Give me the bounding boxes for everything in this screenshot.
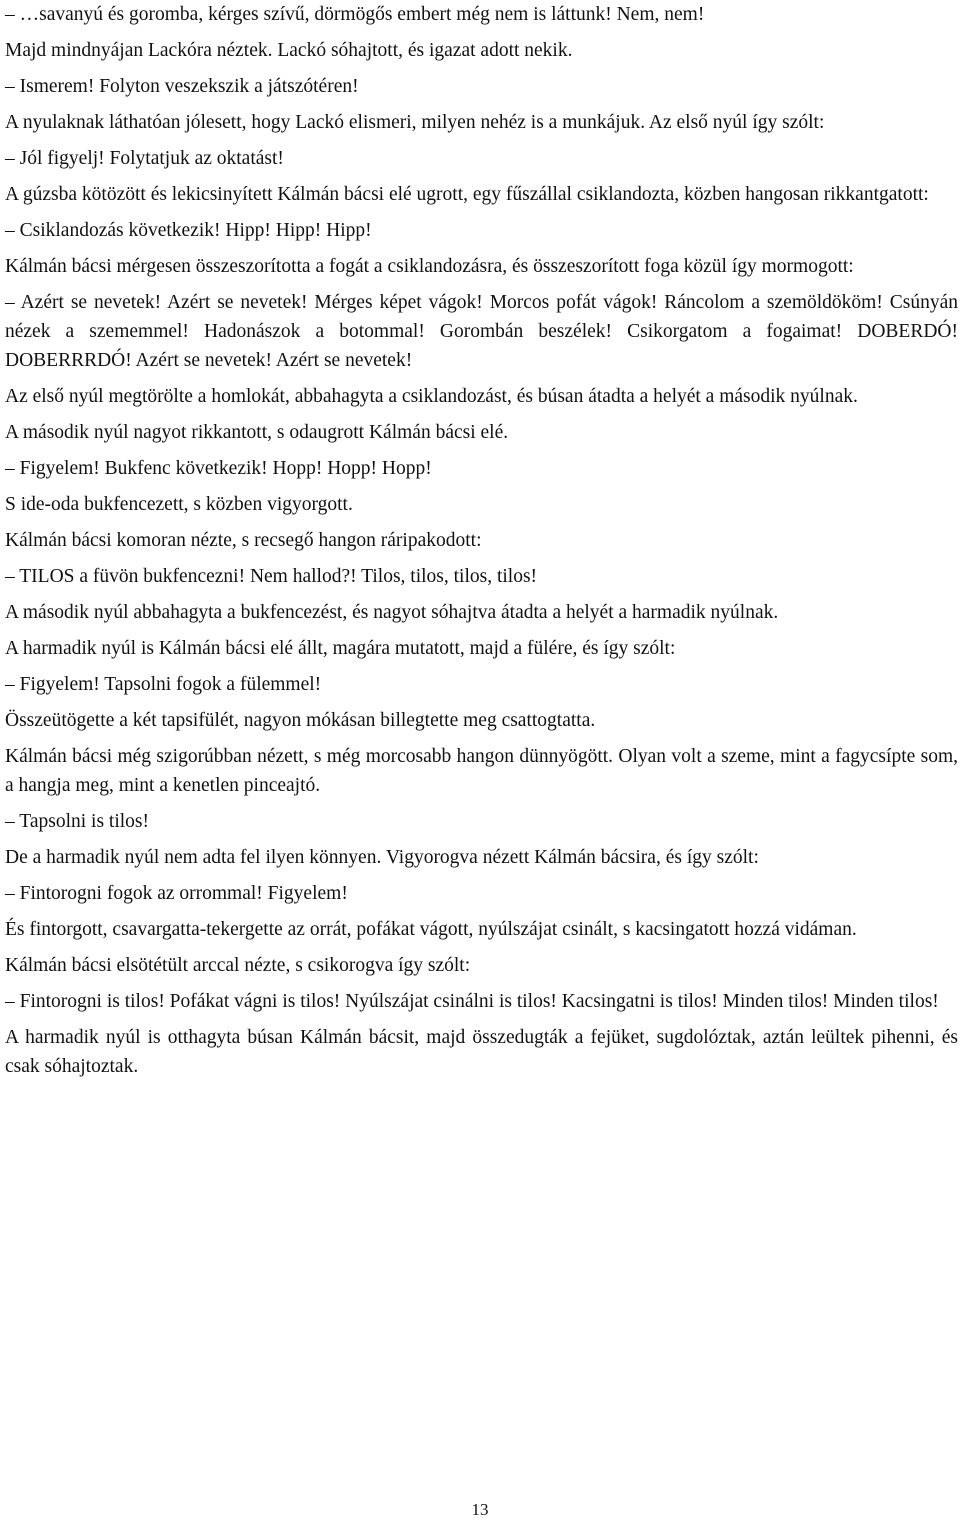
dialogue-line: – Csiklandozás következik! Hipp! Hipp! Hipp! [5,220,372,241]
page-number: 13 [471,1500,489,1519]
dialogue-line: – Azért se nevetek! Azért se nevetek! Mérges képet vágok! Morcos pofát vágok! Ráncolom a szemöldököm! Csúnyán nézek a szememmel! Hadonászok a botommal! Gorombán beszélek! Csikorgatom a fogaimat! DOBERDÓ! DOBERRRDÓ! Azért se nevetek! Azért se nevetek! [5,292,958,371]
narration-paragraph: Kálmán bácsi még szigorúbban nézett, s még morcosabb hangon dünnyögött. Olyan volt a szeme, mint a fagycsípte som, a hangja meg, mint a kenetlen pinceajtó. [5,746,958,796]
narration-paragraph: A harmadik nyúl is Kálmán bácsi elé állt, magára mutatott, majd a fülére, és így szólt: [5,638,676,659]
narration-paragraph: És fintorgott, csavargatta-tekergette az orrát, pofákat vágott, nyúlszájat csinált, s kacsingatott hozzá vidáman. [5,919,857,940]
dialogue-line: – TILOS a füvön bukfencezni! Nem hallod?! Tilos, tilos, tilos, tilos! [5,566,538,587]
dialogue-line: – Fintorogni fogok az orrommal! Figyelem! [5,883,348,904]
narration-paragraph: A második nyúl nagyot rikkantott, s odaugrott Kálmán bácsi elé. [5,422,509,443]
dialogue-line: – Tapsolni is tilos! [5,811,149,832]
narration-paragraph: A harmadik nyúl is otthagyta búsan Kálmán bácsit, majd összedugták a fejüket, sugdolóztak, aztán leültek pihenni, és csak sóhajtoztak. [5,1027,958,1077]
narration-paragraph: Összeütögette a két tapsifülét, nagyon mókásan billegtette meg csattogtatta. [5,710,596,731]
page-body [5,0,958,1088]
narration-paragraph: S ide-oda bukfencezett, s közben vigyorgott. [5,494,353,515]
dialogue-line: – Ismerem! Folyton veszekszik a játszótéren! [5,76,359,97]
dialogue-line: – Fintorogni is tilos! Pofákat vágni is tilos! Nyúlszájat csinálni is tilos! Kacsingatni is tilos! Minden tilos! Minden tilos! [5,991,939,1012]
dialogue-line: – Figyelem! Bukfenc következik! Hopp! Hopp! Hopp! [5,458,432,479]
dialogue-line: – Jól figyelj! Folytatjuk az oktatást! [5,148,284,169]
narration-paragraph: Majd mindnyájan Lackóra néztek. Lackó sóhajtott, és igazat adott nekik. [5,40,573,61]
narration-paragraph: Az első nyúl megtörölte a homlokát, abbahagyta a csiklandozást, és búsan átadta a helyét a második nyúlnak. [5,386,858,407]
narration-paragraph: De a harmadik nyúl nem adta fel ilyen könnyen. Vigyorogva nézett Kálmán bácsira, és így szólt: [5,847,759,868]
narration-paragraph: Kálmán bácsi komoran nézte, s recsegő hangon ráripakodott: [5,530,482,551]
dialogue-line: – Figyelem! Tapsolni fogok a fülemmel! [5,674,322,695]
dialogue-line: – …savanyú és goromba, kérges szívű, dörmögős embert még nem is láttunk! Nem, nem! [5,4,705,25]
narration-paragraph: A nyulaknak láthatóan jólesett, hogy Lackó elismeri, milyen nehéz is a munkájuk. Az első nyúl így szólt: [5,112,825,133]
narration-paragraph: A gúzsba kötözött és lekicsinyített Kálmán bácsi elé ugrott, egy fűszállal csiklandozta, közben hangosan rikkantgatott: [5,184,929,205]
narration-paragraph: Kálmán bácsi elsötétült arccal nézte, s csikorogva így szólt: [5,955,471,976]
narration-paragraph: A második nyúl abbahagyta a bukfencezést, és nagyot sóhajtva átadta a helyét a harmadik nyúlnak. [5,602,779,623]
narration-paragraph: Kálmán bácsi mérgesen összeszorította a fogát a csiklandozásra, és összeszorított foga közül így mormogott: [5,256,854,277]
